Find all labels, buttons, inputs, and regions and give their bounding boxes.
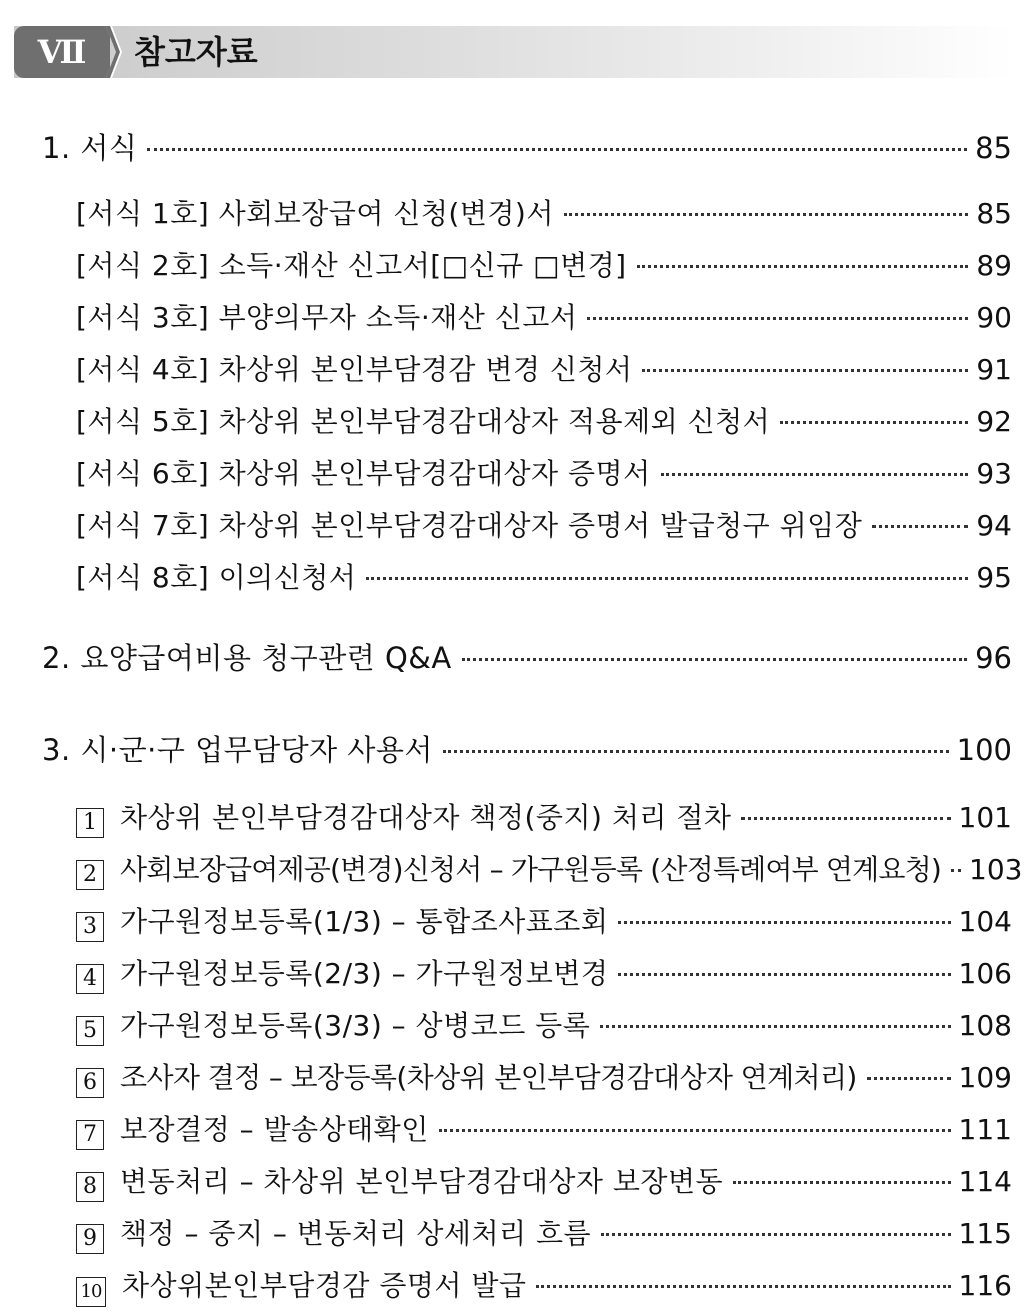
dot-leader	[780, 421, 968, 424]
dot-leader	[867, 1077, 951, 1080]
toc-entry-label: 차상위 본인부담경감대상자 책정(중지) 처리 절차	[120, 801, 732, 834]
dot-leader	[661, 473, 969, 476]
toc-entry[interactable]	[76, 952, 1012, 992]
item-number-box: 6	[76, 1068, 104, 1098]
toc-page-number: 93	[976, 457, 1012, 490]
toc-entry[interactable]	[76, 900, 1012, 940]
toc-entry[interactable]	[76, 192, 1012, 232]
toc-entry[interactable]	[76, 296, 1012, 336]
toc-entry-label: 1. 서식	[42, 131, 138, 165]
toc-entry[interactable]	[76, 348, 1012, 388]
toc-entry[interactable]	[76, 848, 1023, 888]
toc-entry-label: [서식 4호] 차상위 본인부담경감 변경 신청서	[76, 353, 633, 386]
item-number-box: 8	[76, 1172, 104, 1202]
toc-page-number: 104	[958, 905, 1012, 938]
toc-entry-label: 책정 – 중지 – 변동처리 상세처리 흐름	[120, 1217, 592, 1250]
toc-page-number: 114	[958, 1165, 1012, 1198]
toc-entry-label: 차상위본인부담경감 증명서 발급	[122, 1269, 527, 1302]
item-number-box: 4	[76, 964, 104, 994]
dot-leader	[618, 973, 950, 976]
toc-entry-label: 가구원정보등록(3/3) – 상병코드 등록	[120, 1009, 591, 1042]
toc-entry[interactable]	[42, 728, 1012, 769]
toc-entry-label: [서식 5호] 차상위 본인부담경감대상자 적용제외 신청서	[76, 405, 771, 438]
dot-leader	[733, 1181, 950, 1184]
dot-leader	[439, 1129, 951, 1132]
toc-entry-label: [서식 6호] 차상위 본인부담경감대상자 증명서	[76, 457, 651, 490]
item-number-box: 7	[76, 1120, 104, 1150]
toc-entry[interactable]	[76, 1108, 1012, 1148]
dot-leader	[443, 750, 949, 753]
chapter-title: 참고자료	[134, 33, 258, 71]
toc-entry[interactable]	[76, 796, 1012, 836]
dot-leader	[462, 658, 967, 661]
dot-leader	[564, 213, 968, 216]
item-number-box: 1	[76, 808, 104, 838]
toc-page-number: 92	[976, 405, 1012, 438]
dot-leader	[637, 265, 969, 268]
toc-entry-label: 2. 요양급여비용 청구관련 Q&A	[42, 641, 452, 675]
toc-page-number: 103	[969, 853, 1023, 886]
toc-page-number: 116	[958, 1269, 1012, 1302]
toc-page-number: 85	[976, 197, 1012, 230]
toc-entry[interactable]	[76, 556, 1012, 596]
toc-entry-label: 변동처리 – 차상위 본인부담경감대상자 보장변동	[120, 1165, 724, 1198]
toc-page-number: 85	[975, 131, 1012, 165]
dot-leader	[741, 817, 950, 820]
dot-leader	[601, 1233, 950, 1236]
toc-page-number: 94	[976, 509, 1012, 542]
toc-entry-label: [서식 1호] 사회보장급여 신청(변경)서	[76, 197, 554, 230]
toc-entry[interactable]	[76, 1004, 1012, 1044]
toc-page-number: 90	[976, 301, 1012, 334]
toc-entry[interactable]	[76, 244, 1012, 284]
dot-leader	[618, 921, 950, 924]
dot-leader	[587, 317, 968, 320]
toc-entry[interactable]	[76, 1264, 1012, 1305]
toc-entry[interactable]	[76, 1212, 1012, 1252]
chapter-number: Ⅶ	[14, 26, 110, 78]
dot-leader	[642, 369, 968, 372]
item-number-box: 9	[76, 1224, 104, 1254]
item-number-box: 5	[76, 1016, 104, 1046]
toc-entry[interactable]	[76, 1056, 1012, 1096]
toc-entry[interactable]	[76, 452, 1012, 492]
dot-leader	[147, 148, 967, 151]
toc-entry[interactable]	[76, 400, 1012, 440]
dot-leader	[872, 525, 968, 528]
toc-entry[interactable]	[76, 504, 1012, 544]
toc-page-number: 115	[958, 1217, 1012, 1250]
toc-page-number: 95	[976, 561, 1012, 594]
toc-entry-label: 가구원정보등록(1/3) – 통합조사표조회	[120, 905, 609, 938]
toc-entry-label: 3. 시·군·구 업무담당자 사용서	[42, 733, 433, 767]
toc-page-number: 96	[975, 641, 1012, 675]
toc-page-number: 109	[958, 1061, 1012, 1094]
dot-leader	[951, 869, 961, 872]
toc-entry-label: [서식 2호] 소득·재산 신고서[□신규 □변경]	[76, 249, 627, 282]
toc-page-number: 89	[976, 249, 1012, 282]
dot-leader	[600, 1025, 950, 1028]
toc-entry-label: 보장결정 – 발송상태확인	[120, 1113, 429, 1146]
toc-entry[interactable]	[42, 636, 1012, 677]
toc-entry-label: 가구원정보등록(2/3) – 가구원정보변경	[120, 957, 609, 990]
toc-page-number: 106	[958, 957, 1012, 990]
toc-page-number: 111	[958, 1113, 1012, 1146]
dot-leader	[536, 1285, 950, 1288]
toc-page-number: 101	[958, 801, 1012, 834]
toc-entry-label: 조사자 결정 – 보장등록(차상위 본인부담경감대상자 연계처리)	[120, 1061, 857, 1094]
toc-page-number: 108	[958, 1009, 1012, 1042]
toc-entry-label: [서식 3호] 부양의무자 소득·재산 신고서	[76, 301, 578, 334]
toc-entry-label: 사회보장급여제공(변경)신청서 – 가구원등록 (산정특례여부 연계요청)	[120, 853, 942, 886]
toc-page-number: 100	[956, 733, 1012, 767]
dot-leader	[366, 577, 968, 580]
item-number-box: 10	[76, 1277, 106, 1307]
item-number-box: 2	[76, 860, 104, 890]
toc-entry[interactable]	[76, 1160, 1012, 1200]
toc-entry-label: [서식 8호] 이의신청서	[76, 561, 357, 594]
item-number-box: 3	[76, 912, 104, 942]
toc-entry-label: [서식 7호] 차상위 본인부담경감대상자 증명서 발급청구 위임장	[76, 509, 863, 542]
chevron-right-icon	[106, 26, 122, 78]
toc-page-number: 91	[976, 353, 1012, 386]
toc-entry[interactable]	[42, 126, 1012, 167]
